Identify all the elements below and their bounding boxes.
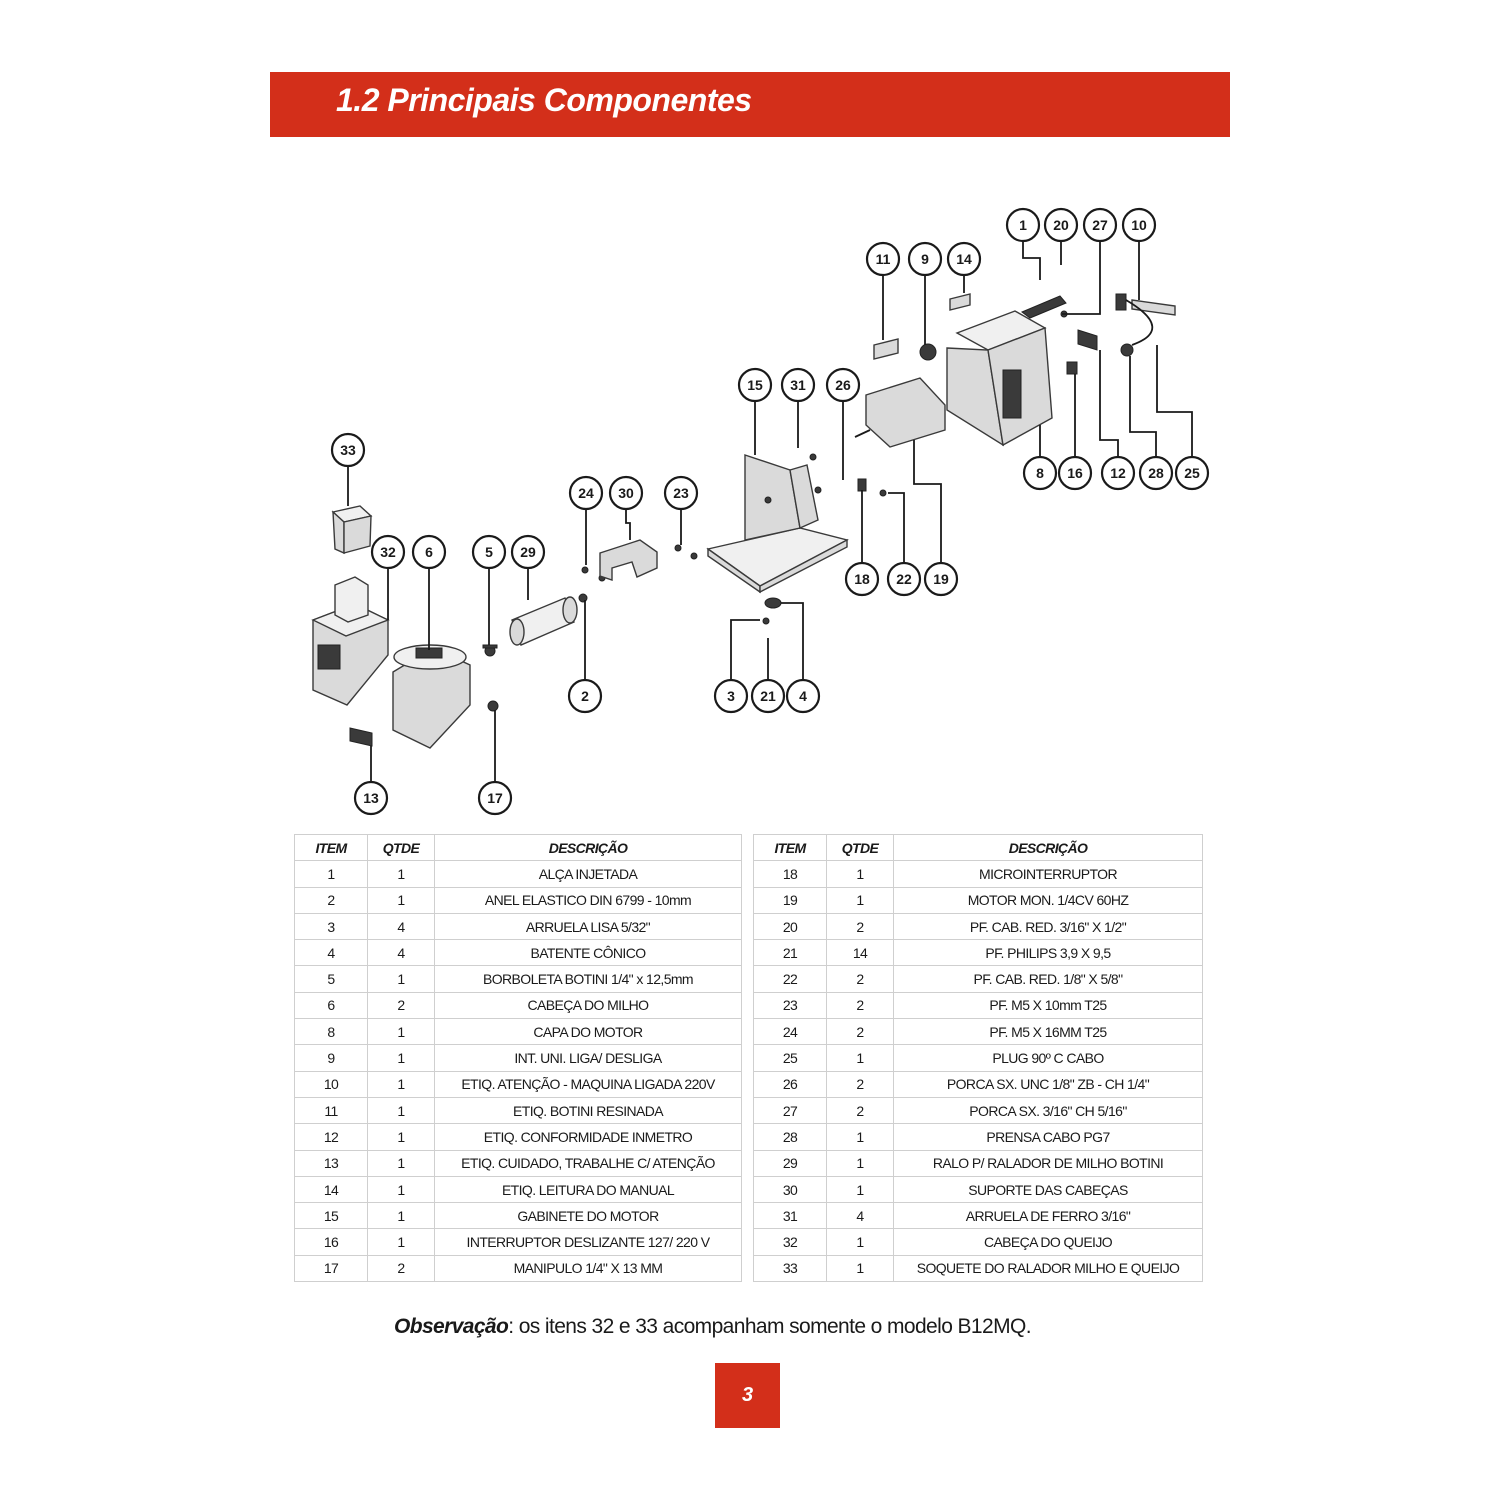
callout-5 xyxy=(473,536,505,568)
cell-item: 27 xyxy=(754,1097,827,1123)
part-motor-cover xyxy=(947,311,1052,445)
table-row xyxy=(295,1150,742,1176)
svg-text:20: 20 xyxy=(1053,217,1069,233)
cell-item: 5 xyxy=(295,966,368,992)
cell-descricao: CAPA DO MOTOR xyxy=(435,1019,742,1045)
callout-28 xyxy=(1140,457,1172,489)
cell-qtde: 14 xyxy=(827,940,894,966)
cell-descricao: PF. M5 X 10mm T25 xyxy=(894,992,1203,1018)
svg-text:2: 2 xyxy=(581,688,589,704)
cell-item: 29 xyxy=(754,1150,827,1176)
table-row xyxy=(295,1045,742,1071)
svg-text:4: 4 xyxy=(799,688,807,704)
column-header-descricao: DESCRIÇÃO xyxy=(894,835,1203,861)
cell-item: 14 xyxy=(295,1176,368,1202)
cell-descricao: INTERRUPTOR DESLIZANTE 127/ 220 V xyxy=(435,1229,742,1255)
cell-descricao: PF. CAB. RED. 1/8" X 5/8" xyxy=(894,966,1203,992)
table-row xyxy=(754,1255,1203,1281)
svg-text:9: 9 xyxy=(921,251,929,267)
svg-text:14: 14 xyxy=(956,251,972,267)
cell-descricao: PORCA SX. UNC 1/8" ZB - CH 1/4" xyxy=(894,1071,1203,1097)
cell-qtde: 2 xyxy=(368,992,435,1018)
callout-29 xyxy=(512,536,544,568)
table-row xyxy=(295,940,742,966)
callout-17 xyxy=(479,782,511,814)
cell-descricao: PLUG 90º C CABO xyxy=(894,1045,1203,1071)
part-cable-gland xyxy=(1121,344,1133,356)
table-row xyxy=(754,1071,1203,1097)
cell-qtde: 2 xyxy=(368,1255,435,1281)
cell-descricao: BORBOLETA BOTINI 1/4" x 12,5mm xyxy=(435,966,742,992)
cell-item: 15 xyxy=(295,1203,368,1229)
part-head-support xyxy=(600,540,657,580)
cell-descricao: MICROINTERRUPTOR xyxy=(894,861,1203,887)
svg-text:5: 5 xyxy=(485,544,493,560)
callout-20 xyxy=(1045,209,1077,241)
part-handle xyxy=(1022,296,1066,318)
cell-qtde: 1 xyxy=(368,861,435,887)
section-title: 1.2 Principais Componentes xyxy=(336,82,752,118)
callout-15 xyxy=(739,369,771,401)
svg-text:33: 33 xyxy=(340,442,356,458)
table-row xyxy=(754,992,1203,1018)
cell-descricao: ALÇA INJETADA xyxy=(435,861,742,887)
cell-qtde: 1 xyxy=(827,1176,894,1202)
callout-30 xyxy=(610,477,642,509)
table-row xyxy=(295,1255,742,1281)
cell-qtde: 1 xyxy=(368,1124,435,1150)
table-row xyxy=(295,992,742,1018)
table-header-row xyxy=(754,835,1203,861)
callout-27 xyxy=(1084,209,1116,241)
svg-text:17: 17 xyxy=(487,790,503,806)
callout-9 xyxy=(909,243,941,275)
cell-qtde: 1 xyxy=(368,966,435,992)
cell-item: 11 xyxy=(295,1097,368,1123)
table-row xyxy=(754,913,1203,939)
cell-item: 24 xyxy=(754,1019,827,1045)
cell-item: 28 xyxy=(754,1124,827,1150)
table-row xyxy=(295,913,742,939)
callout-16 xyxy=(1059,457,1091,489)
table-row xyxy=(295,1019,742,1045)
cell-qtde: 1 xyxy=(827,1255,894,1281)
table-row xyxy=(295,966,742,992)
cell-qtde: 1 xyxy=(827,887,894,913)
observation-note xyxy=(394,1315,1031,1339)
callout-26 xyxy=(827,369,859,401)
svg-text:1: 1 xyxy=(1019,217,1027,233)
table-header-row xyxy=(295,835,742,861)
callout-4 xyxy=(787,680,819,712)
cell-qtde: 2 xyxy=(827,992,894,1018)
cell-qtde: 1 xyxy=(368,1203,435,1229)
callout-32 xyxy=(372,536,404,568)
cell-item: 31 xyxy=(754,1203,827,1229)
cell-item: 17 xyxy=(295,1255,368,1281)
cell-descricao: SOQUETE DO RALADOR MILHO E QUEIJO xyxy=(894,1255,1203,1281)
cell-qtde: 1 xyxy=(368,1071,435,1097)
cell-descricao: PF. PHILIPS 3,9 X 9,5 xyxy=(894,940,1203,966)
table-row xyxy=(295,1176,742,1202)
page-number: 3 xyxy=(715,1363,780,1428)
callout-11 xyxy=(867,243,899,275)
callout-33 xyxy=(332,434,364,466)
part-slide-switch xyxy=(1067,362,1077,374)
svg-text:6: 6 xyxy=(425,544,433,560)
cell-descricao: CABEÇA DO MILHO xyxy=(435,992,742,1018)
cell-qtde: 1 xyxy=(368,1045,435,1071)
svg-text:18: 18 xyxy=(854,571,870,587)
cell-item: 9 xyxy=(295,1045,368,1071)
cell-qtde: 1 xyxy=(827,861,894,887)
part-wing-nut xyxy=(483,645,497,656)
table-row xyxy=(754,1203,1203,1229)
cell-item: 13 xyxy=(295,1150,368,1176)
svg-text:30: 30 xyxy=(618,485,634,501)
table-row xyxy=(754,1176,1203,1202)
observation-label: Observação xyxy=(394,1315,509,1338)
cell-descricao: MANIPULO 1/4" X 13 MM xyxy=(435,1255,742,1281)
cell-descricao: PF. M5 X 16MM T25 xyxy=(894,1019,1203,1045)
svg-text:10: 10 xyxy=(1131,217,1147,233)
callout-21 xyxy=(752,680,784,712)
svg-text:11: 11 xyxy=(875,251,891,267)
callout-31 xyxy=(782,369,814,401)
cell-item: 1 xyxy=(295,861,368,887)
callout-22 xyxy=(888,563,920,595)
cell-descricao: ARRUELA LISA 5/32" xyxy=(435,913,742,939)
table-row xyxy=(295,1203,742,1229)
svg-text:26: 26 xyxy=(835,377,851,393)
svg-text:8: 8 xyxy=(1036,465,1044,481)
observation-text: : os itens 32 e 33 acompanham somente o modelo B12MQ. xyxy=(508,1315,1031,1338)
callout-13 xyxy=(355,782,387,814)
table-row xyxy=(754,1229,1203,1255)
callout-18 xyxy=(846,563,878,595)
table-row xyxy=(754,1045,1203,1071)
table-row xyxy=(754,1124,1203,1150)
table-row xyxy=(295,1097,742,1123)
cell-qtde: 1 xyxy=(368,1097,435,1123)
svg-text:25: 25 xyxy=(1184,465,1200,481)
cell-descricao: CABEÇA DO QUEIJO xyxy=(894,1229,1203,1255)
cell-qtde: 1 xyxy=(827,1124,894,1150)
cell-qtde: 4 xyxy=(827,1203,894,1229)
cell-item: 12 xyxy=(295,1124,368,1150)
svg-text:15: 15 xyxy=(747,377,763,393)
svg-text:12: 12 xyxy=(1110,465,1126,481)
cell-descricao: MOTOR MON. 1/4CV 60HZ xyxy=(894,887,1203,913)
cell-descricao: PF. CAB. RED. 3/16" X 1/2" xyxy=(894,913,1203,939)
callout-14 xyxy=(948,243,980,275)
cell-item: 3 xyxy=(295,913,368,939)
cell-qtde: 4 xyxy=(368,940,435,966)
svg-text:13: 13 xyxy=(363,790,379,806)
cell-qtde: 1 xyxy=(368,887,435,913)
column-header-qtde: QTDE xyxy=(827,835,894,861)
cell-item: 8 xyxy=(295,1019,368,1045)
svg-text:29: 29 xyxy=(520,544,536,560)
callout-23 xyxy=(665,477,697,509)
cell-descricao: PORCA SX. 3/16" CH 5/16" xyxy=(894,1097,1203,1123)
callout-6 xyxy=(413,536,445,568)
cell-qtde: 4 xyxy=(368,913,435,939)
part-grater-drum xyxy=(510,597,577,645)
cell-qtde: 1 xyxy=(368,1176,435,1202)
table-row xyxy=(754,940,1203,966)
part-foot xyxy=(763,598,781,624)
svg-text:3: 3 xyxy=(727,688,735,704)
cell-qtde: 1 xyxy=(827,1229,894,1255)
cell-qtde: 1 xyxy=(368,1150,435,1176)
cell-item: 25 xyxy=(754,1045,827,1071)
callout-8 xyxy=(1024,457,1056,489)
cell-qtde: 2 xyxy=(827,1019,894,1045)
part-cheese-head xyxy=(313,577,388,705)
part-label-botini xyxy=(874,339,898,359)
cell-item: 33 xyxy=(754,1255,827,1281)
svg-text:31: 31 xyxy=(790,377,806,393)
svg-text:28: 28 xyxy=(1148,465,1164,481)
cell-qtde: 1 xyxy=(368,1229,435,1255)
part-screws-23 xyxy=(675,545,697,559)
cell-qtde: 1 xyxy=(827,1150,894,1176)
cell-item: 30 xyxy=(754,1176,827,1202)
table-row xyxy=(754,966,1203,992)
column-header-item: ITEM xyxy=(754,835,827,861)
callout-2 xyxy=(569,680,601,712)
cell-qtde: 2 xyxy=(827,913,894,939)
part-motor-cabinet xyxy=(708,455,847,592)
cell-item: 21 xyxy=(754,940,827,966)
part-label-manual xyxy=(950,294,970,310)
column-header-qtde: QTDE xyxy=(368,835,435,861)
table-row xyxy=(295,887,742,913)
table-row xyxy=(754,1097,1203,1123)
svg-text:21: 21 xyxy=(760,688,776,704)
callout-24 xyxy=(570,477,602,509)
cell-item: 2 xyxy=(295,887,368,913)
cell-qtde: 2 xyxy=(827,966,894,992)
table-row xyxy=(754,1019,1203,1045)
callout-25 xyxy=(1176,457,1208,489)
cell-item: 6 xyxy=(295,992,368,1018)
cell-descricao: SUPORTE DAS CABEÇAS xyxy=(894,1176,1203,1202)
svg-text:27: 27 xyxy=(1092,217,1108,233)
callout-12 xyxy=(1102,457,1134,489)
cell-descricao: PRENSA CABO PG7 xyxy=(894,1124,1203,1150)
svg-text:16: 16 xyxy=(1067,465,1083,481)
cell-descricao: RALO P/ RALADOR DE MILHO BOTINI xyxy=(894,1150,1203,1176)
table-row xyxy=(295,1071,742,1097)
table-row xyxy=(295,1229,742,1255)
cell-descricao: ETIQ. LEITURA DO MANUAL xyxy=(435,1176,742,1202)
cell-item: 32 xyxy=(754,1229,827,1255)
cell-qtde: 2 xyxy=(827,1097,894,1123)
cell-descricao: GABINETE DO MOTOR xyxy=(435,1203,742,1229)
column-header-item: ITEM xyxy=(295,835,368,861)
column-header-descricao: DESCRIÇÃO xyxy=(435,835,742,861)
cell-descricao: ANEL ELASTICO DIN 6799 - 10mm xyxy=(435,887,742,913)
cell-descricao: ETIQ. CONFORMIDADE INMETRO xyxy=(435,1124,742,1150)
cell-item: 16 xyxy=(295,1229,368,1255)
cell-descricao: INT. UNI. LIGA/ DESLIGA xyxy=(435,1045,742,1071)
svg-text:19: 19 xyxy=(933,571,949,587)
parts-table-left xyxy=(294,834,742,1282)
callout-19 xyxy=(925,563,957,595)
table-row xyxy=(295,1124,742,1150)
callout-1 xyxy=(1007,209,1039,241)
callout-3 xyxy=(715,680,747,712)
table-row xyxy=(754,1150,1203,1176)
table-row xyxy=(295,861,742,887)
svg-text:32: 32 xyxy=(380,544,396,560)
part-switch xyxy=(920,344,936,360)
part-microswitch xyxy=(858,479,866,491)
part-knob xyxy=(488,701,498,711)
cell-item: 10 xyxy=(295,1071,368,1097)
svg-text:23: 23 xyxy=(673,485,689,501)
part-screw-22 xyxy=(880,490,886,496)
part-label-caution xyxy=(350,728,372,746)
cell-item: 26 xyxy=(754,1071,827,1097)
cell-descricao: BATENTE CÔNICO xyxy=(435,940,742,966)
part-motor xyxy=(855,378,945,447)
part-corn-head xyxy=(393,645,470,748)
cell-qtde: 1 xyxy=(368,1019,435,1045)
cell-item: 20 xyxy=(754,913,827,939)
cell-descricao: ETIQ. ATENÇÃO - MAQUINA LIGADA 220V xyxy=(435,1071,742,1097)
cell-item: 4 xyxy=(295,940,368,966)
cell-item: 22 xyxy=(754,966,827,992)
cell-qtde: 1 xyxy=(827,1045,894,1071)
cell-item: 18 xyxy=(754,861,827,887)
part-socket xyxy=(333,506,371,553)
cell-item: 19 xyxy=(754,887,827,913)
cell-descricao: ETIQ. CUIDADO, TRABALHE C/ ATENÇÃO xyxy=(435,1150,742,1176)
table-row xyxy=(754,861,1203,887)
cell-item: 23 xyxy=(754,992,827,1018)
table-row xyxy=(754,887,1203,913)
part-label-inmetro xyxy=(1078,330,1097,350)
callout-10 xyxy=(1123,209,1155,241)
svg-text:24: 24 xyxy=(578,485,594,501)
svg-text:22: 22 xyxy=(896,571,912,587)
cell-descricao: ARRUELA DE FERRO 3/16" xyxy=(894,1203,1203,1229)
parts-table-right xyxy=(753,834,1203,1282)
cell-qtde: 2 xyxy=(827,1071,894,1097)
cell-descricao: ETIQ. BOTINI RESINADA xyxy=(435,1097,742,1123)
